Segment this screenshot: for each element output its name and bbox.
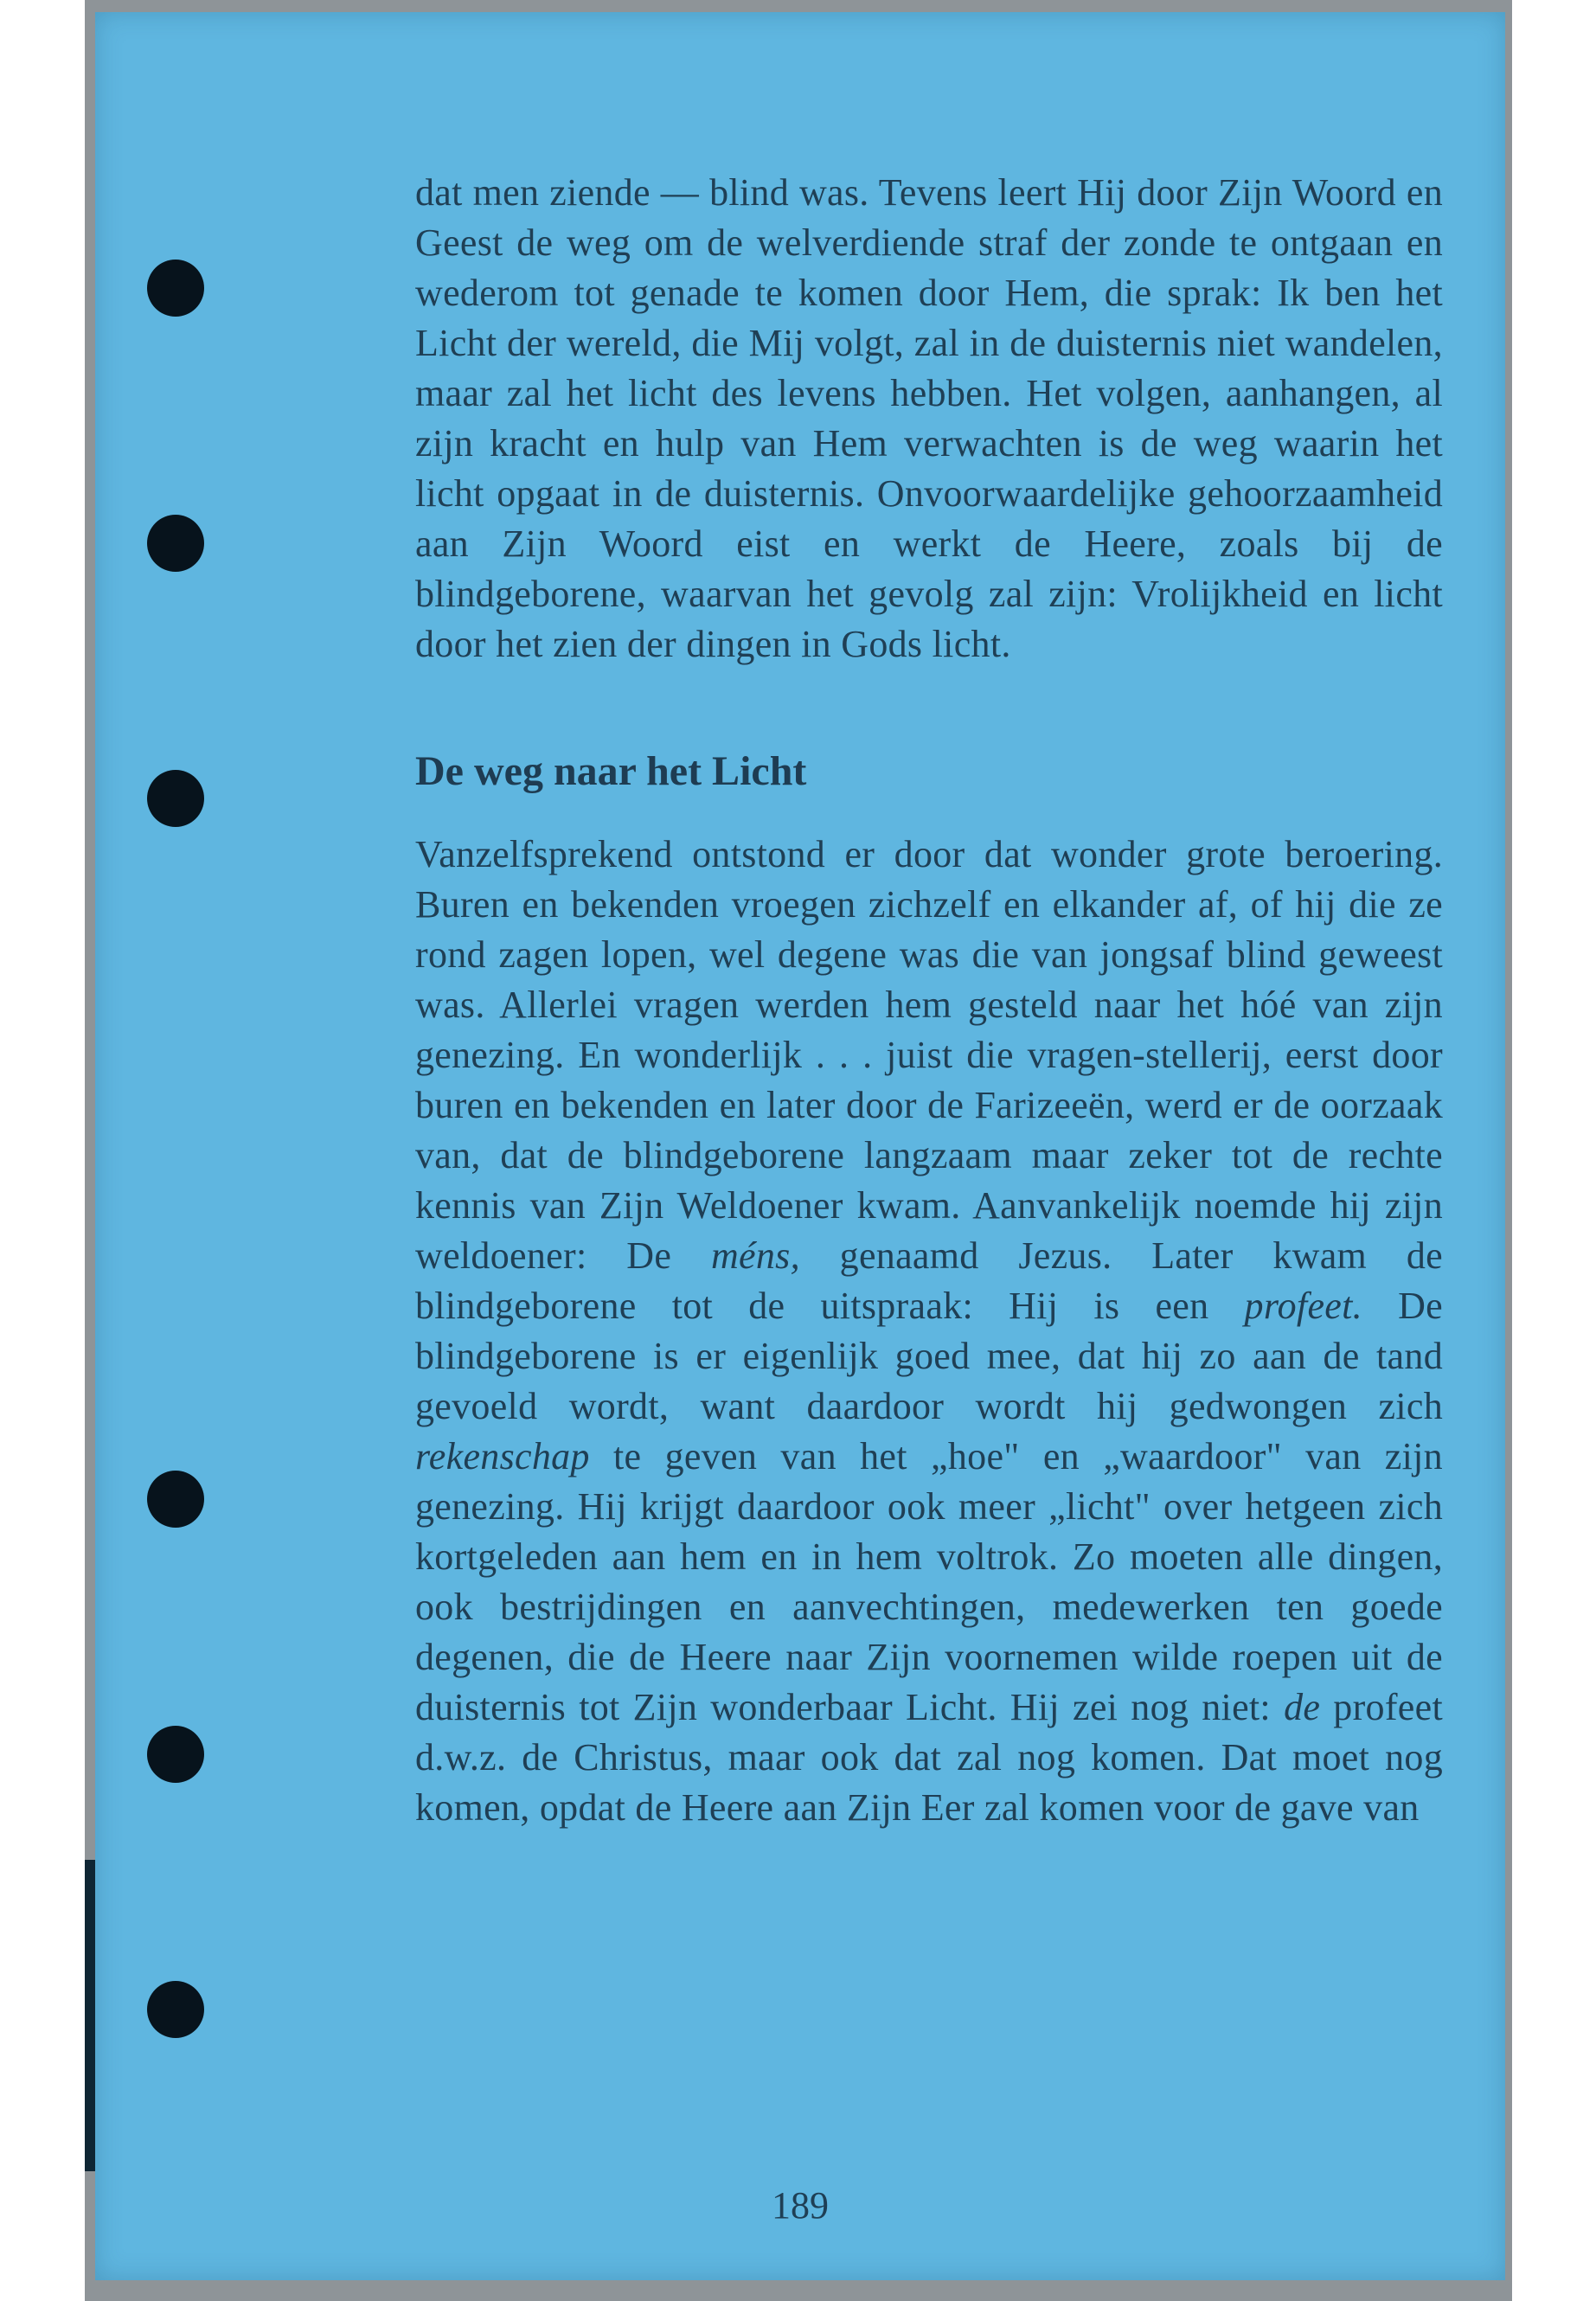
paragraph-2-text: te geven van het „hoe" en „waardoor" van zijn genezing. Hij krijgt daardoor ook meer „licht" over hetgeen zich kortgeleden aan hem en in hem voltrok. Zo moeten alle dingen, ook bestrijdingen en aanvechtingen, medewerken ten goede degenen, die de Heere naar Zijn voornemen wilde roepen uit de duisternis tot Zijn wonderbaar Licht. Hij zei nog niet: [415, 1435, 1443, 1728]
punch-hole [147, 770, 204, 827]
punch-hole [147, 260, 204, 317]
body-paragraph-2 [415, 830, 1443, 1833]
paragraph-2-text: De blindgeborene is er eigenlijk goed mee, dat hij zo aan de tand gevoeld wordt, want daardoor wordt hij gedwongen zich [415, 1285, 1443, 1427]
emphasis-profeet: profeet. [1244, 1285, 1362, 1327]
section-heading: De weg naar het Licht [415, 748, 807, 794]
paragraph-2-text: Vanzelfsprekend ontstond er door dat wonder grote beroering. Buren en bekenden vroegen zichzelf en elkander af, of hij die ze rond zagen lopen, wel degene was die van jongsaf blind geweest was. Allerlei vragen werden hem gesteld naar het hóé van zijn genezing. En wonderlijk . . . juist die vragen-stellerij, eerst door buren en bekenden en later door de Farizeeën, werd er de oorzaak van, dat de blindgeborene langzaam maar zeker tot de rechte kennis van Zijn Weldoener kwam. Aanvankelijk noemde hij zijn weldoener: De [415, 833, 1443, 1277]
page-number: 189 [772, 2184, 829, 2227]
page-content [415, 168, 1443, 1833]
paragraph-2-text: profeet d.w.z. de Christus, maar ook dat zal nog komen. Dat moet nog komen, opdat de Heere aan Zijn Eer zal komen voor de gave van [415, 1686, 1443, 1829]
emphasis-mens: méns, [710, 1234, 800, 1277]
emphasis-rekenschap: rekenschap [415, 1435, 590, 1477]
punch-hole [147, 1726, 204, 1783]
punch-hole [147, 515, 204, 572]
emphasis-de: de [1284, 1686, 1321, 1728]
punch-hole [147, 1471, 204, 1528]
punch-hole [147, 1981, 204, 2038]
book-page [95, 12, 1505, 2280]
body-paragraph-1: dat men ziende — blind was. Tevens leert Hij door Zijn Woord en Geest de weg om de welverdiende straf der zonde te ontgaan en wederom tot genade te komen door Hem, die sprak: Ik ben het Licht der wereld, die Mij volgt, zal in de duisternis niet wandelen, maar zal het licht des levens hebben. Het volgen, aanhangen, al zijn kracht en hulp van Hem verwachten is de weg waarin het licht opgaat in de duisternis. Onvoorwaardelijke gehoorzaamheid aan Zijn Woord eist en werkt de Heere, zoals bij de blindgeborene, waarvan het gevolg zal zijn: Vrolijkheid en licht door het zien der dingen in Gods licht. [415, 171, 1443, 665]
paragraph-2-text: genaamd Jezus. Later kwam de blindgeborene tot de uitspraak: Hij is een [415, 1234, 1443, 1327]
